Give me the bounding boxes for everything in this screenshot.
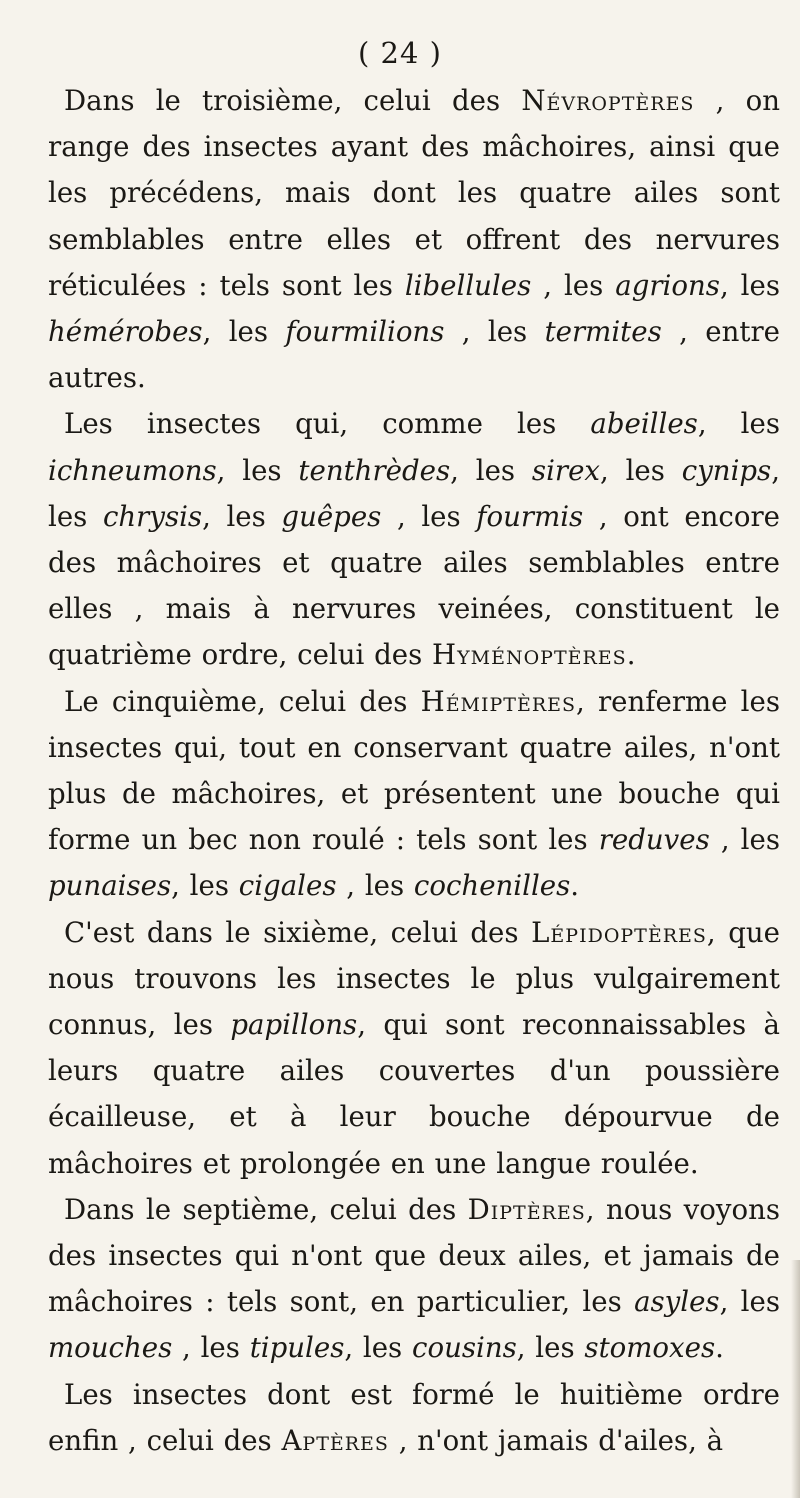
text-run: , les: [172, 1331, 250, 1365]
text-run: Les insectes dont est formé le huitième ordre enfin , celui des: [48, 1377, 780, 1457]
text-run: Le cinquième, celui des: [64, 684, 421, 718]
italic-term: asyles: [634, 1285, 720, 1319]
italic-term: ichneumons: [48, 453, 217, 487]
order-name: Lépidoptères: [531, 915, 707, 949]
text-run: .: [626, 638, 636, 672]
text-run: , les: [697, 407, 780, 441]
italic-term: reduves: [598, 823, 710, 857]
text-run: , les: [531, 268, 616, 302]
text-run: , ont encore des mâchoires et quatre ailes semblables entre elles , mais à nervures veinées, constituent le quatrième ordre, celui des: [48, 499, 781, 672]
text-run: , qui sont reconnaissables à leurs quatre ailes couvertes d'un poussière écailleuse, et à leur bouche dépourvue de mâchoires et prolongée en une langue roulée.: [48, 1008, 780, 1180]
italic-term: sirex: [531, 453, 600, 487]
order-name: Névroptères: [521, 84, 695, 117]
italic-term: mouches: [48, 1331, 173, 1365]
italic-term: abeilles: [590, 407, 698, 441]
text-run: , les: [216, 453, 299, 487]
text-run: , les: [202, 499, 282, 533]
order-name: Hémiptères: [420, 684, 577, 718]
body-text: [48, 78, 780, 1464]
paragraph: [48, 78, 780, 401]
italic-term: punaises: [48, 869, 172, 903]
text-run: , les: [599, 453, 682, 487]
page-number: ( 24 ): [358, 36, 442, 70]
italic-term: libellules: [404, 268, 532, 302]
italic-term: agrions: [615, 268, 720, 302]
text-run: , les: [381, 499, 477, 533]
text-run: , renferme les insectes qui, tout en conservant quatre ailes, n'ont plus de mâchoires, et présentent une bouche qui forme un bec non roulé : tels sont les: [48, 684, 780, 857]
text-run: , on range des insectes ayant des mâchoires, ainsi que les précédens, mais dont les quatre ailes sont semblables entre elles et offrent des nervures réticulées : tels sont les: [48, 84, 780, 302]
text-run: , les: [709, 823, 781, 857]
text-run: Les insectes qui, comme les: [64, 407, 591, 441]
text-run: , les: [450, 453, 532, 487]
paragraph: [48, 1372, 780, 1464]
paragraph: [48, 679, 780, 910]
text-run: , les: [719, 268, 781, 302]
text-run: C'est dans le sixième, celui des: [64, 915, 532, 949]
italic-term: cynips: [681, 453, 772, 487]
text-run: Dans le septième, celui des: [64, 1192, 468, 1226]
text-run: , les: [516, 1331, 585, 1365]
italic-term: fourmilions: [285, 315, 445, 349]
italic-term: cousins: [412, 1331, 517, 1365]
italic-term: guêpes: [281, 499, 382, 533]
paragraph: [48, 1187, 780, 1372]
text-run: , les: [336, 869, 414, 903]
text-run: , les: [48, 453, 780, 533]
italic-term: tenthrèdes: [298, 453, 451, 487]
order-name: Hyménoptères: [432, 638, 627, 672]
italic-term: papillons: [230, 1008, 358, 1042]
italic-term: cigales: [238, 869, 337, 903]
italic-term: chrysis: [102, 499, 203, 533]
italic-term: hémérobes: [48, 315, 203, 349]
text-run: , les: [202, 315, 286, 349]
text-run: , les: [344, 1331, 412, 1365]
italic-term: tipules: [249, 1331, 345, 1365]
text-run: , que nous trouvons les insectes le plus vulgairement connus, les: [48, 915, 781, 1042]
text-run: .: [570, 869, 580, 903]
order-name: Aptères: [281, 1423, 389, 1457]
text-run: , les: [171, 869, 239, 903]
italic-term: termites: [544, 315, 662, 349]
italic-term: stomoxes: [584, 1331, 716, 1365]
paragraph: [48, 401, 780, 678]
order-name: Diptères: [467, 1192, 586, 1226]
text-run: Dans le troisième, celui des: [64, 84, 522, 117]
page-edge-shadow: [791, 1260, 800, 1498]
text-run: , les: [719, 1285, 780, 1319]
text-run: , les: [444, 315, 545, 349]
paragraph: [48, 910, 780, 1187]
text-run: , nous voyons des insectes qui n'ont que deux ailes, et jamais de mâchoires : tels sont, en particulier, les: [48, 1192, 780, 1319]
text-run: .: [715, 1331, 724, 1365]
text-run: , n'ont jamais d'ailes, à: [388, 1423, 724, 1457]
italic-term: fourmis: [476, 499, 584, 533]
text-run: , entre autres.: [48, 315, 780, 395]
italic-term: cochenilles: [413, 869, 571, 903]
